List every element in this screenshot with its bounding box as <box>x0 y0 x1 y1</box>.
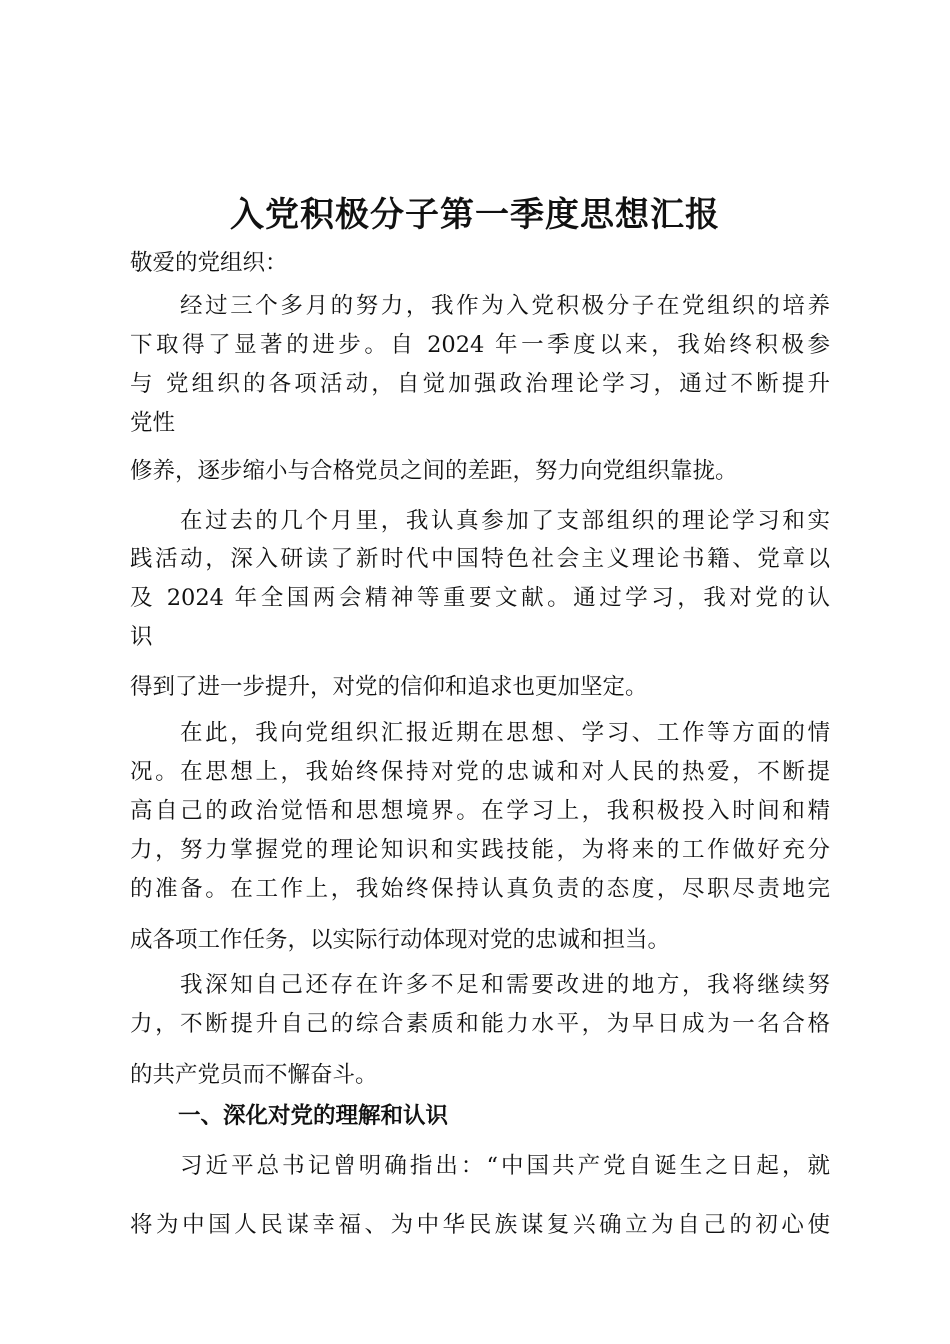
paragraph-2-line-2: 践活动，深入研读了新时代中国特色社会主义理论书籍、党章以 <box>130 546 830 572</box>
paragraph-1-line-4: 党性 <box>130 410 176 436</box>
section-1-line-2: 将为中国人民谋幸福、为中华民族谋复兴确立为自己的初心使 <box>130 1212 830 1238</box>
document-title: 入党积极分子第一季度思想汇报 <box>230 195 720 235</box>
paragraph-3-line-5: 的准备。在工作上，我始终保持认真负责的态度，尽职尽责地完 <box>130 876 830 902</box>
paragraph-3-line-3: 高自己的政治觉悟和思想境界。在学习上，我积极投入时间和精 <box>130 798 830 824</box>
section-1-line-1: 习近平总书记曾明确指出：“中国共产党自诞生之日起，就 <box>180 1153 830 1179</box>
paragraph-1-line-5: 修养，逐步缩小与合格党员之间的差距，努力向党组织靠拢。 <box>130 458 738 484</box>
paragraph-3-line-1: 在此，我向党组织汇报近期在思想、学习、工作等方面的情 <box>180 720 830 746</box>
paragraph-1-line-3: 与 党组织的各项活动，自觉加强政治理论学习，通过不断提升 <box>130 371 830 397</box>
paragraph-4-line-1: 我深知自己还存在许多不足和需要改进的地方，我将继续努 <box>180 972 830 998</box>
paragraph-3-line-2: 况。在思想上，我始终保持对党的忠诚和对人民的热爱，不断提 <box>130 759 830 785</box>
salutation: 敬爱的党组织： <box>130 250 288 276</box>
paragraph-3-line-6: 成各项工作任务，以实际行动体现对党的忠诚和担当。 <box>130 927 671 953</box>
paragraph-2-line-5: 得到了进一步提升，对党的信仰和追求也更加坚定。 <box>130 674 648 700</box>
paragraph-1-line-2: 下取得了显著的进步。自 2024 年一季度以来，我始终积极参 <box>130 332 830 358</box>
paragraph-2-line-4: 识 <box>130 624 153 650</box>
paragraph-4-line-2: 力，不断提升自己的综合素质和能力水平，为早日成为一名合格 <box>130 1011 830 1037</box>
paragraph-2-line-3: 及 2024 年全国两会精神等重要文献。通过学习，我对党的认 <box>130 585 830 611</box>
section-1-heading: 一、深化对党的理解和认识 <box>178 1103 449 1129</box>
paragraph-1-line-1: 经过三个多月的努力，我作为入党积极分子在党组织的培养 <box>180 293 830 319</box>
paragraph-4-line-3: 的共产党员而不懈奋斗。 <box>130 1062 378 1088</box>
paragraph-2-line-1: 在过去的几个月里，我认真参加了支部组织的理论学习和实 <box>180 508 830 534</box>
paragraph-3-line-4: 力，努力掌握党的理论知识和实践技能，为将来的工作做好充分 <box>130 837 830 863</box>
